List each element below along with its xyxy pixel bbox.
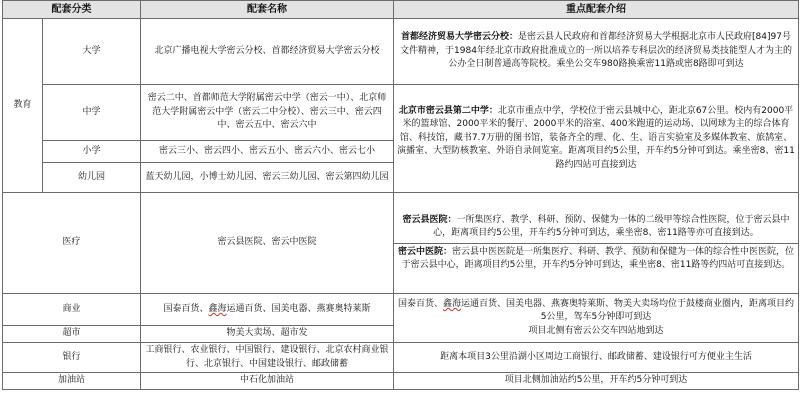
names-commerce: 国泰百货、鑫海运通百货、国美电器、燕赛奥特莱斯 — [141, 294, 394, 326]
sub-university: 大学 — [43, 19, 141, 85]
names-supermarket: 物美大卖场、超市发 — [141, 326, 394, 343]
hospital-1: 密云县医院：一所集医疗、教学、科研、预防、保健为一体的二级甲等综合性医院，位于密云县中心，距离项目约5公里，开车约5分钟可到达，乘坐密8、密11路等亦可直接到达。 — [394, 212, 798, 244]
row-university — [3, 19, 799, 85]
category-gas-station: 加油站 — [3, 373, 141, 390]
sub-primary-school: 小学 — [43, 141, 141, 163]
names-gas-station: 中石化加油站 — [141, 373, 394, 390]
intro-gas-station: 项目北侧加油站约5公里，开车约5分钟可到达 — [394, 373, 799, 390]
intro-medical — [394, 193, 799, 294]
category-medical: 医疗 — [3, 193, 141, 294]
row-medical — [3, 193, 799, 294]
category-education: 教育 — [3, 19, 43, 193]
header-row — [3, 1, 799, 19]
intro-school: 北京市密云县第二中学：北京市重点中学，学校位于密云县城中心，距北京67公里。校内有2000平米的篮球馆、2000平米的餐厅、2000平米的浴室、400米跑道的运动场、以网球为主的综合体育馆、科技馆，藏书7.7万册的图书馆，装备齐全的理、化、生、语言实验室及多媒体教室、旅鹄室、演播室、大型防核教室、外语自录间览室。距离项目约5公里，开车约5分钟可到达。乘坐密8、密11路约四站可直接到达 — [394, 85, 799, 193]
row-commerce — [3, 294, 799, 326]
header-name: 配套名称 — [141, 1, 394, 19]
names-middle-school: 密云二中、首都师范大学附属密云中学（密云一中）、北京师范大学附属密云中学（密云二中分校）、密云三中、密云四中、密云五中、密云六中 — [141, 85, 394, 141]
names-medical: 密云县医院、密云中医院 — [141, 193, 394, 294]
hospital-2: 密云中医院：密云县中医医院是一所集医疗、科研、教学、预防和保健为一体的综合性中医医院，位于密云县中心，距离项目约5公里，开车约5分钟可到达，乘坐密8、密11路等约四站可直接到达。 — [397, 246, 795, 270]
names-primary-school: 密云三小、密云四小、密云五小、密云六小、密云七小 — [141, 141, 394, 163]
names-university: 北京广播电视大学密云分校、首都经济贸易大学密云分校 — [141, 19, 394, 85]
category-bank: 银行 — [3, 343, 141, 373]
row-bank — [3, 343, 799, 373]
names-kindergarten: 蓝天幼儿园，小博士幼儿园、密云三幼儿园、密云第四幼儿园 — [141, 163, 394, 193]
header-intro: 重点配套介绍 — [394, 1, 799, 19]
intro-commerce: 国泰百货、鑫海运通百货、国美电器、燕赛奥特莱斯、物美大卖场均位于鼓楼商业圈内，距离项目约5公里，驾车5分钟即可到达 项目北侧有密云公交车四站地到达 — [394, 294, 799, 343]
amenities-table — [2, 0, 799, 390]
category-supermarket: 超市 — [3, 326, 141, 343]
names-bank: 工商银行、农业银行、中国银行、建设银行、北京农村商业银行、北京银行、中国建设银行、邮政储蓄 — [141, 343, 394, 373]
row-middle-school — [3, 85, 799, 141]
intro-university: 首都经济贸易大学密云分校：是密云县人民政府和首都经济贸易大学根据北京市人民政府[84]97号文件精神，于1984年经北京市政府批准成立的一所以培养专科层次的经济贸易类技能型人才为主的公办全日制普通高等院校。乘坐公交车980路换乘密11路或密8路即可到达 — [394, 19, 799, 85]
row-gas-station — [3, 373, 799, 390]
intro-bank: 距离本项目3公里沿湖小区周边工商银行、邮政储蓄、建设银行可方便业主生活 — [394, 343, 799, 373]
sub-kindergarten: 幼儿园 — [43, 163, 141, 193]
sub-middle-school: 中学 — [43, 85, 141, 141]
category-commerce: 商业 — [3, 294, 141, 326]
header-category: 配套分类 — [3, 1, 141, 19]
